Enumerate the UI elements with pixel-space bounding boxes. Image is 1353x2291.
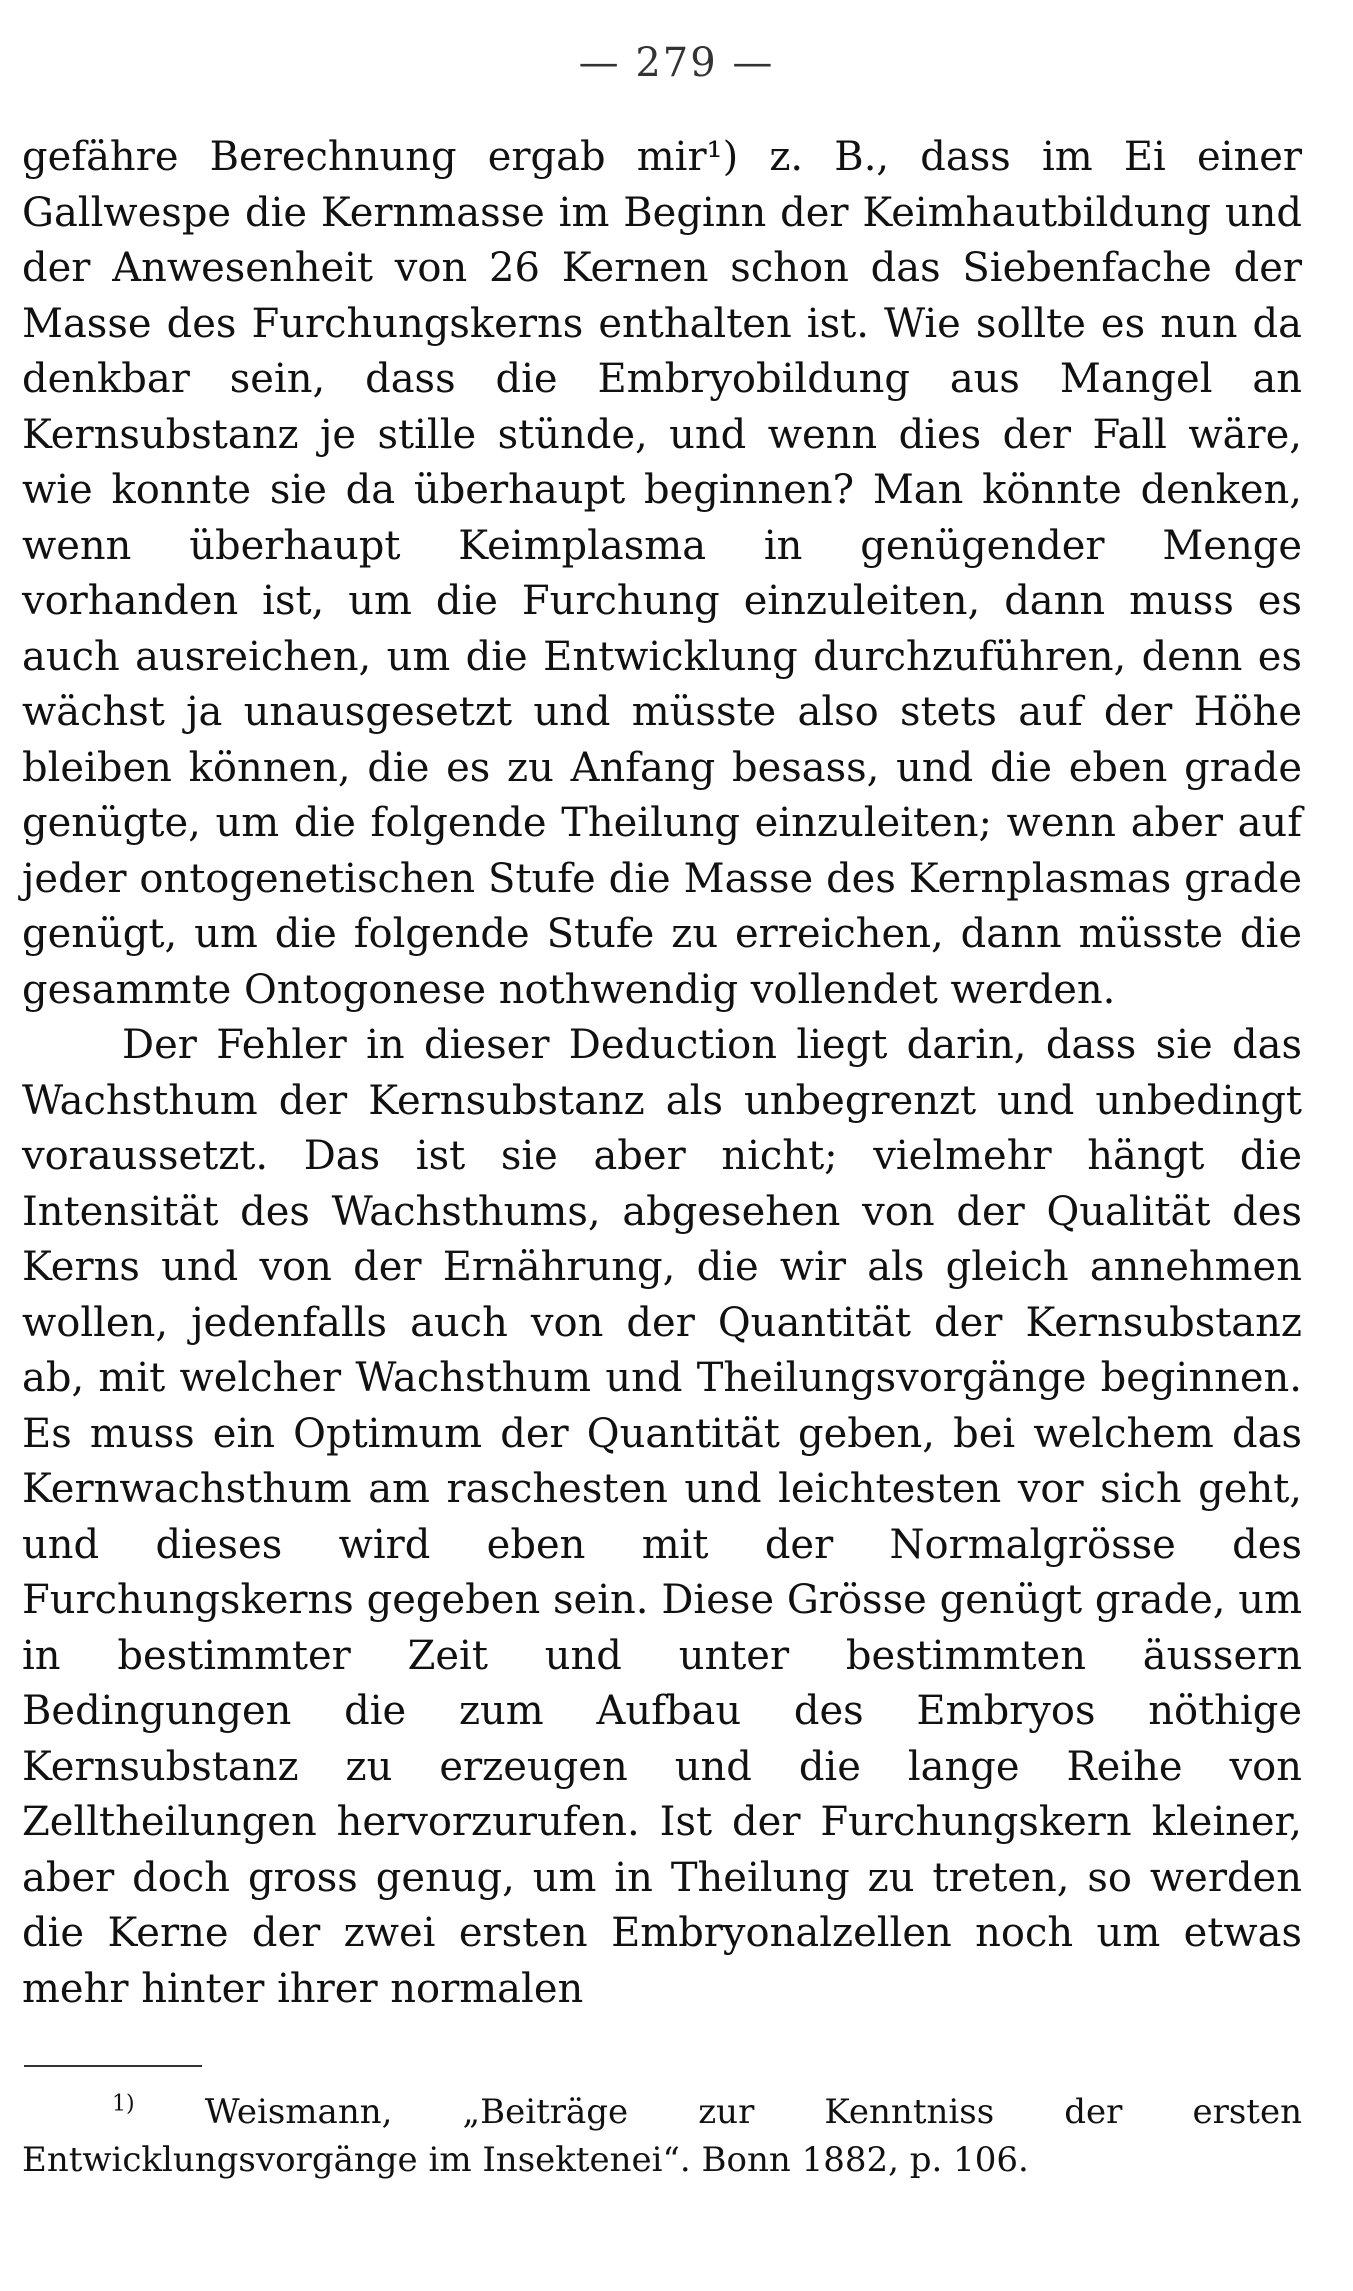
footnote [22, 2088, 1302, 2184]
paragraph-1: gefähre Berechnung ergab mir¹) z. B., dass im Ei einer Gallwespe die Kernmasse im Beginn der Keimhautbildung und der Anwesenheit von 26 Kernen schon das Siebenfache der Masse des Furchungskerns enthalten ist. Wie sollte es nun da denkbar sein, dass die Embryobildung aus Mangel an Kernsubstanz je stille stünde, und wenn dies der Fall wäre, wie konnte sie da überhaupt beginnen? Man könnte denken, wenn überhaupt Keimplasma in genügender Menge vorhanden ist, um die Furchung einzuleiten, dann muss es auch ausreichen, um die Entwicklung durchzuführen, denn es wächst ja unausgesetzt und müsste also stets auf der Höhe bleiben können, die es zu Anfang besass, und die eben grade genügte, um die folgende Theilung einzuleiten; wenn aber auf jeder ontogenetischen Stufe die Masse des Kernplasmas grade genügt, um die folgende Stufe zu erreichen, dann müsste die gesammte Ontogonese nothwendig vollendet werden. [22, 134, 1302, 1013]
footnote-divider [24, 2065, 202, 2067]
footnote-text: Weismann, „Beiträge zur Kenntniss der ersten Entwicklungsvorgänge im Insektenei“. Bonn 1882, p. 106. [22, 2092, 1302, 2180]
footnote-marker: 1) [112, 2091, 135, 2117]
paragraph-2: Der Fehler in dieser Deduction liegt darin, dass sie das Wachsthum der Kernsubstanz als unbegrenzt und unbedingt voraussetzt. Das ist sie aber nicht; vielmehr hängt die Intensität des Wachsthums, abgesehen von der Qualität des Kerns und von der Ernährung, die wir als gleich annehmen wollen, jedenfalls auch von der Quantität der Kernsubstanz ab, mit welcher Wachsthum und Theilungsvorgänge beginnen. Es muss ein Optimum der Quantität geben, bei welchem das Kernwachsthum am raschesten und leichtesten vor sich geht, und dieses wird eben mit der Normalgrösse des Furchungskerns gegeben sein. Diese Grösse genügt grade, um in bestimmter Zeit und unter bestimmten äussern Bedingungen die zum Aufbau des Embryos nöthige Kernsubstanz zu erzeugen und die lange Reihe von Zelltheilungen hervorzurufen. Ist der Furchungskern kleiner, aber doch gross genug, um in Theilung zu treten, so werden die Kerne der zwei ersten Embryonalzellen noch um etwas mehr hinter ihrer normalen [22, 1022, 1302, 2012]
body-text [22, 130, 1302, 2017]
page-number: — 279 — [578, 40, 775, 86]
